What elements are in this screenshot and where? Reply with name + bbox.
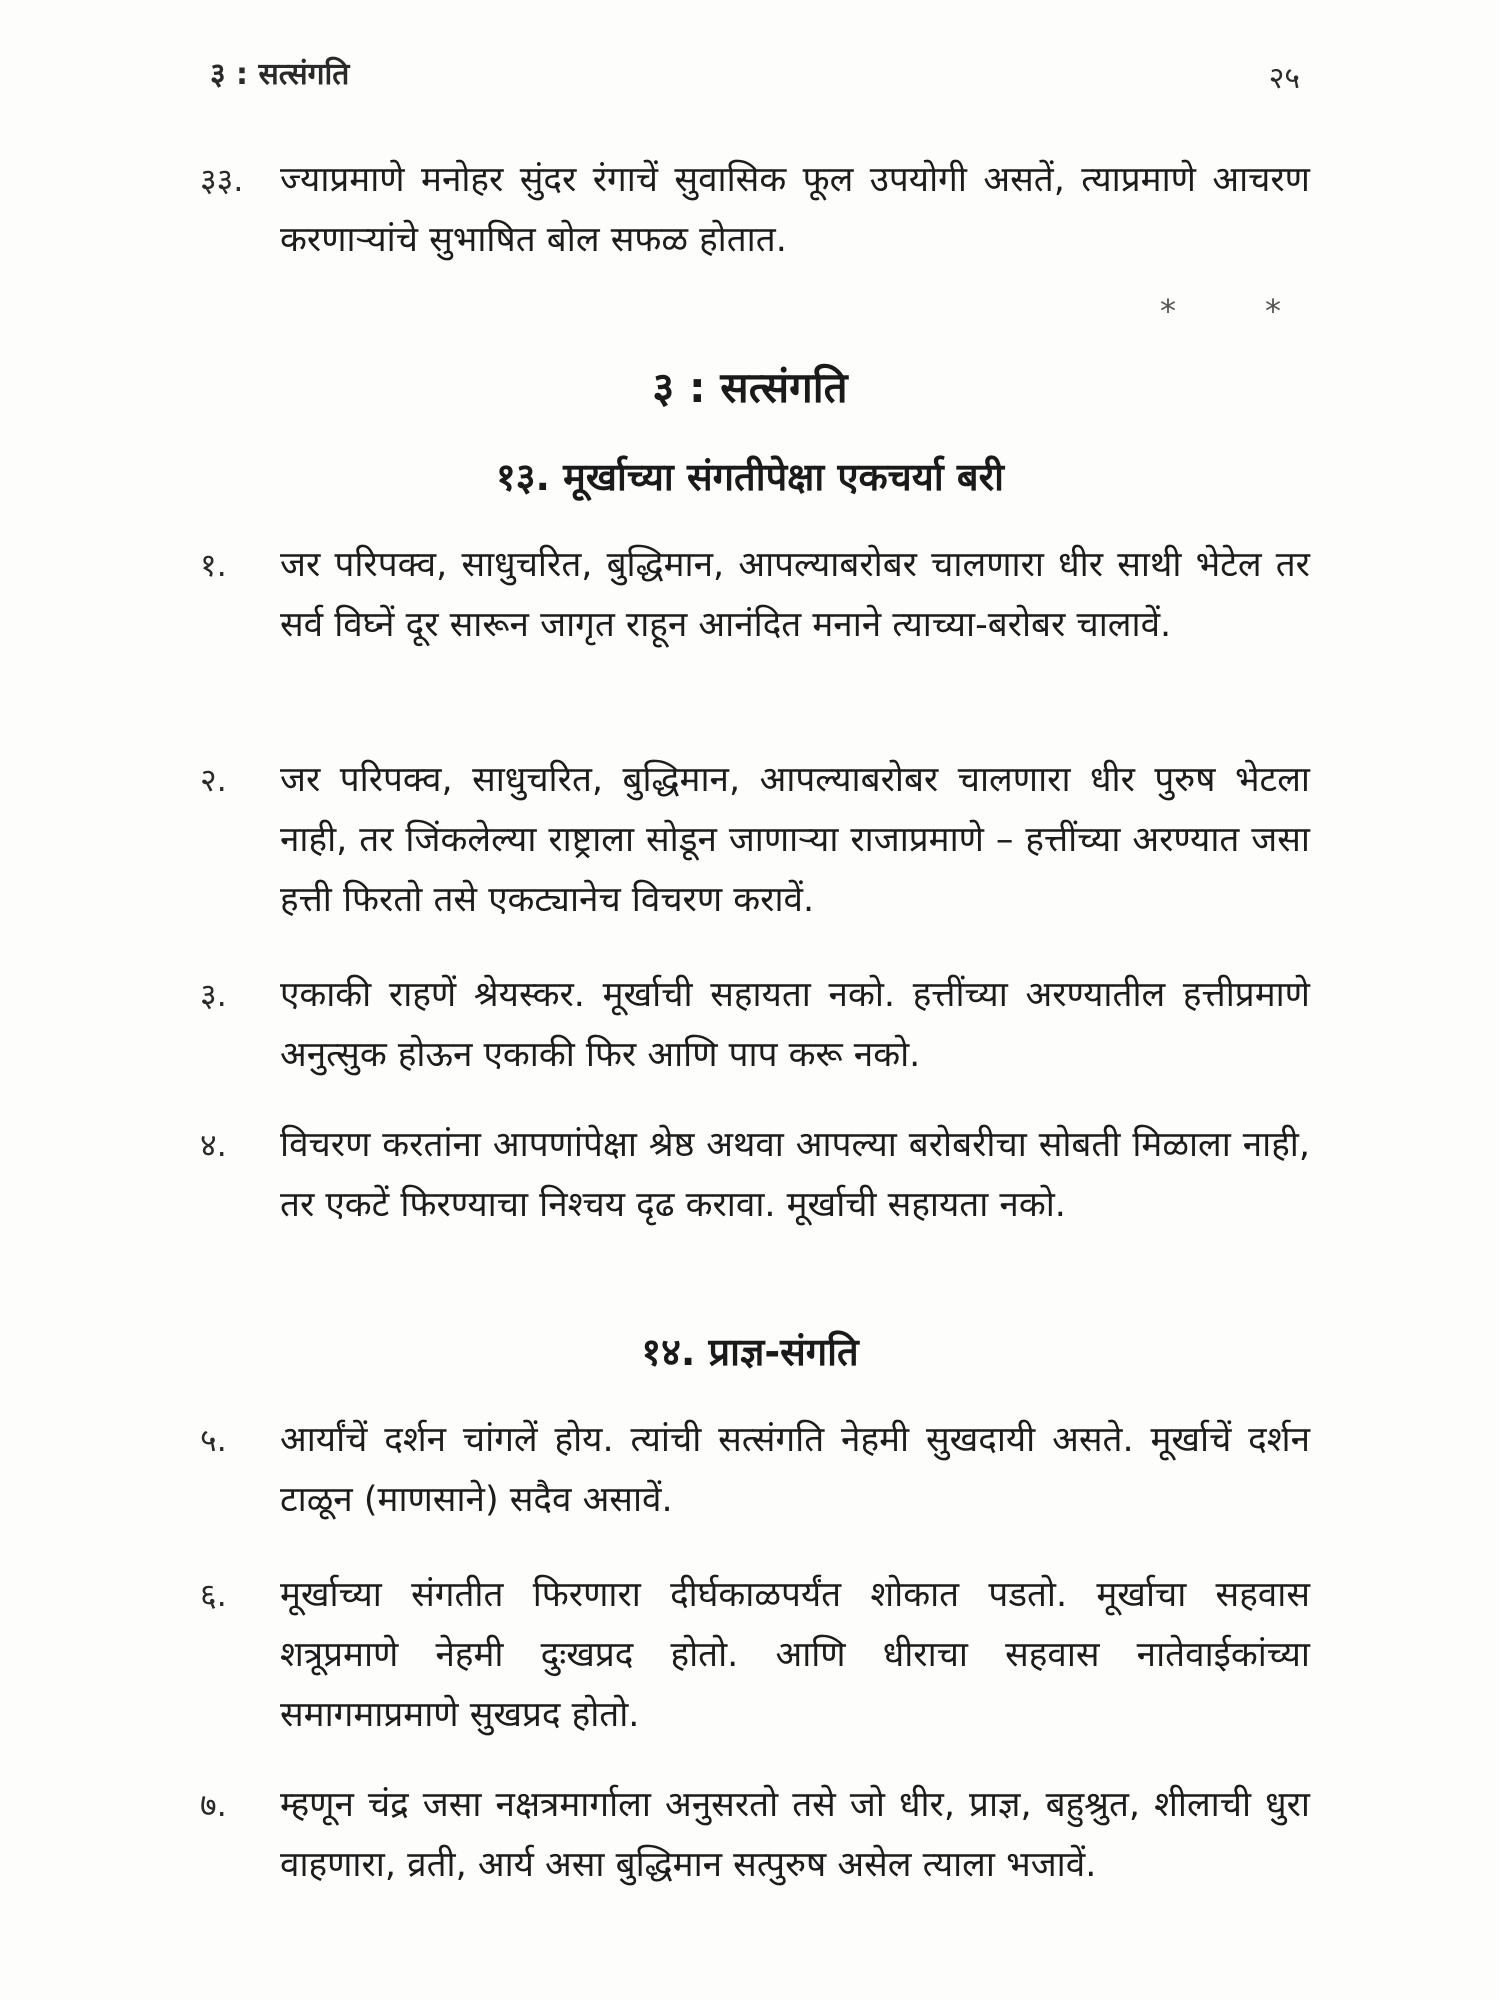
verse-2	[200, 750, 1310, 930]
verse-number: ४.	[200, 1126, 227, 1164]
verse-number: ५.	[200, 1421, 227, 1459]
verse-text: जर परिपक्व, साधुचरित, बुद्धिमान, आपल्याबरोबर चालणारा धीर पुरुष भेटला नाही, तर जिंकलेल्या राष्ट्राला सोडून जाणाऱ्या राजाप्रमाणे – हत्तींच्या अरण्यात जसा हत्ती फिरतो तसे एकट्यानेच विचरण करावें.	[280, 760, 1310, 920]
verse-6	[200, 1565, 1310, 1745]
verse-text: आर्यांचें दर्शन चांगलें होय. त्यांची सत्संगति नेहमी सुखदायी असते. मूर्खाचें दर्शन टाळून (माणसाने) सदैव असावें.	[280, 1420, 1310, 1520]
verse-number: २.	[200, 761, 227, 799]
verse-33	[200, 150, 1310, 270]
verse-text: जर परिपक्व, साधुचरित, बुद्धिमान, आपल्याबरोबर चालणारा धीर साथी भेटेल तर सर्व विघ्नें दूर सारून जागृत राहून आनंदित मनाने त्याच्या-बरोबर चालावें.	[280, 545, 1310, 645]
verse-number: ७.	[200, 1786, 227, 1824]
verse-3	[200, 965, 1310, 1085]
separator-asterisk: *	[1160, 292, 1176, 330]
verse-number: ३.	[200, 976, 227, 1014]
section-title-14: १४. प्राज्ञ-संगति	[641, 1330, 859, 1374]
verse-number: ६.	[200, 1576, 227, 1614]
verse-text: म्हणून चंद्र जसा नक्षत्रमार्गाला अनुसरतो तसे जो धीर, प्राज्ञ, बहुश्रुत, शीलाची धुरा वाहणारा, व्रती, आर्य असा बुद्धिमान सत्पुरुष असेल त्याला भजावें.	[280, 1785, 1310, 1885]
verse-text: ज्याप्रमाणे मनोहर सुंदर रंगाचें सुवासिक फूल उपयोगी असतें, त्याप्रमाणे आचरण करणाऱ्यांचे सुभाषित बोल सफळ होतात.	[280, 160, 1310, 260]
page-number: २५	[1268, 61, 1300, 96]
section-title-13: १३. मूर्खाच्या संगतीपेक्षा एकचर्या बरी	[495, 455, 1004, 499]
verse-number: ३३.	[200, 161, 244, 199]
verse-7	[200, 1775, 1310, 1895]
chapter-title: ३ : सत्संगति	[652, 363, 848, 412]
verse-5	[200, 1410, 1310, 1530]
running-head-title: ३ : सत्संगति	[210, 57, 350, 92]
verse-4	[200, 1115, 1310, 1235]
verse-text: एकाकी राहणें श्रेयस्कर. मूर्खाची सहायता नको. हत्तींच्या अरण्यातील हत्तीप्रमाणे अनुत्सुक होऊन एकाकी फिर आणि पाप करू नको.	[280, 975, 1310, 1075]
verse-number: १.	[200, 546, 227, 584]
separator-asterisk: *	[1265, 292, 1281, 330]
verse-1	[200, 535, 1310, 655]
verse-text: विचरण करतांना आपणांपेक्षा श्रेष्ठ अथवा आपल्या बरोबरीचा सोबती मिळाला नाही, तर एकटें फिरण्याचा निश्चय दृढ करावा. मूर्खाची सहायता नको.	[280, 1125, 1310, 1225]
verse-text: मूर्खाच्या संगतीत फिरणारा दीर्घकाळपर्यंत शोकात पडतो. मूर्खाचा सहवास शत्रूप्रमाणे नेहमी दुःखप्रद होतो. आणि धीराचा सहवास नातेवाईकांच्या समागमाप्रमाणे सुखप्रद होतो.	[280, 1575, 1310, 1735]
